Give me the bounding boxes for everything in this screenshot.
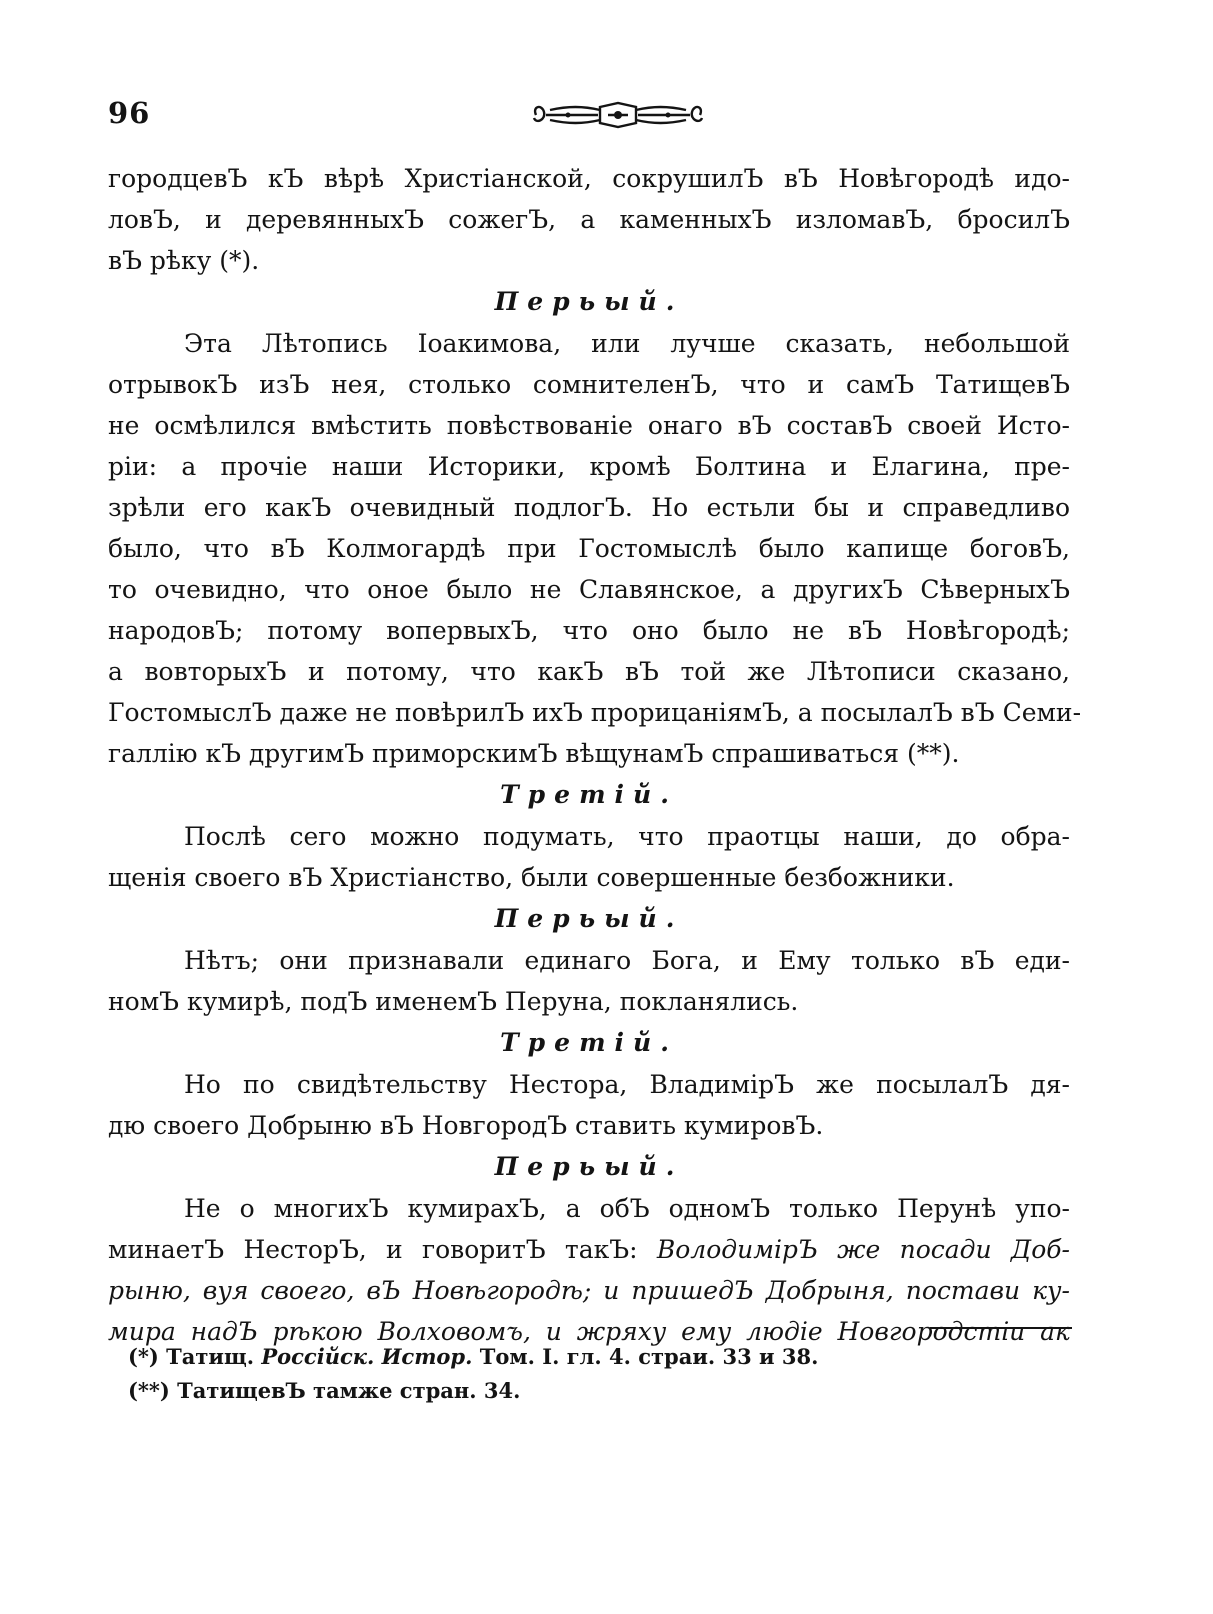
- text-line: отрывокЪ изЪ нея, столько сомнителенЪ, что и самЪ ТатищевЪ: [108, 370, 1070, 399]
- chronicle-quote: ВолодимірЪ же посади Доб-: [656, 1235, 1070, 1264]
- speaker-heading: Перьый.: [494, 904, 684, 933]
- footnote: (**) ТатищевЪ тамже стран. 34.: [128, 1378, 521, 1403]
- text-line: ловЪ, и деревянныхЪ сожегЪ, а каменныхЪ изломавЪ, бросилЪ: [108, 205, 1070, 234]
- footnote: (*) Татищ. Россійск. Истор. Том. I. гл. 4. страи. 33 и 38.: [128, 1344, 819, 1369]
- text-line: Эта Лѣтопись Іоакимова, или лучше сказать, небольшой: [184, 329, 1070, 358]
- chronicle-quote: рыню, вуя своего, вЪ Новѣгородѣ; и пришедЪ Добрыня, постави ку-: [108, 1276, 1070, 1305]
- footnotes: [128, 1340, 1028, 1408]
- footnote-mark: (*): [128, 1344, 159, 1369]
- text-line: щенія своего вЪ Христіанство, были совершенные безбожники.: [108, 863, 955, 892]
- text-line: ГостомыслЪ даже не повѣрилЪ ихЪ прорицаніямЪ, а посылалЪ вЪ Семи-: [108, 698, 1082, 727]
- speaker-heading: Третій.: [500, 780, 678, 809]
- footnote-rule: [930, 1327, 1072, 1329]
- text-line: номЪ кумирѣ, подЪ именемЪ Перуна, покланялись.: [108, 987, 799, 1016]
- speaker-heading: Перьый.: [494, 1152, 684, 1181]
- text-line: галлію кЪ другимЪ приморскимЪ вѣщунамЪ спрашиваться (**).: [108, 739, 960, 768]
- text-line: Не о многихЪ кумирахЪ, а обЪ одномЪ только Перунѣ упо-: [184, 1194, 1070, 1223]
- footnote-mark: (**): [128, 1378, 170, 1403]
- text-line: Нѣтъ; они признавали единаго Бога, и Ему только вЪ еди-: [184, 946, 1070, 975]
- chronicle-quote: мира надЪ рѣкою Волховомъ, и жряху ему людіе Новгородстіи ак: [108, 1317, 1070, 1346]
- text-line: Но по свидѣтельству Нестора, ВладимірЪ же посылалЪ дя-: [184, 1070, 1070, 1099]
- page-number: 96: [108, 96, 151, 130]
- text-line: а вовторыхЪ и потому, что какЪ вЪ той же Лѣтописи сказано,: [108, 657, 1070, 686]
- text-line: минаетЪ НесторЪ, и говоритЪ такЪ: ВолодимірЪ же посади Доб-: [108, 1235, 1070, 1264]
- main-text: [108, 158, 1082, 1352]
- text-line: не осмѣлился вмѣстить повѣствованіе онаго вЪ составЪ своей Исто-: [108, 411, 1070, 440]
- text-line: вЪ рѣку (*).: [108, 246, 260, 275]
- text-line: зрѣли его какЪ очевидный подлогЪ. Но естьли бы и справедливо: [108, 493, 1070, 522]
- text-line: городцевЪ кЪ вѣрѣ Христіанской, сокрушилЪ вЪ Новѣгородѣ идо-: [108, 164, 1070, 193]
- speaker-heading: Третій.: [500, 1028, 678, 1057]
- text-line: Послѣ сего можно подумать, что праотцы наши, до обра-: [184, 822, 1070, 851]
- text-line: [108, 1270, 1070, 1311]
- text-line: то очевидно, что оное было не Славянское, а другихЪ СѣверныхЪ: [108, 575, 1070, 604]
- text-line: народовЪ; потому вопервыхЪ, что оно было не вЪ Новѣгородѣ;: [108, 616, 1070, 645]
- text-line: ріи: а прочіе наши Историки, кромѣ Болтина и Елагина, пре-: [108, 452, 1070, 481]
- speaker-heading: Перьый.: [494, 287, 684, 316]
- text-line: было, что вЪ Колмогардѣ при Гостомыслѣ было капище боговЪ,: [108, 534, 1070, 563]
- ornament-icon: [528, 98, 708, 132]
- text-line: дю своего Добрыню вЪ НовгородЪ ставить кумировЪ.: [108, 1111, 824, 1140]
